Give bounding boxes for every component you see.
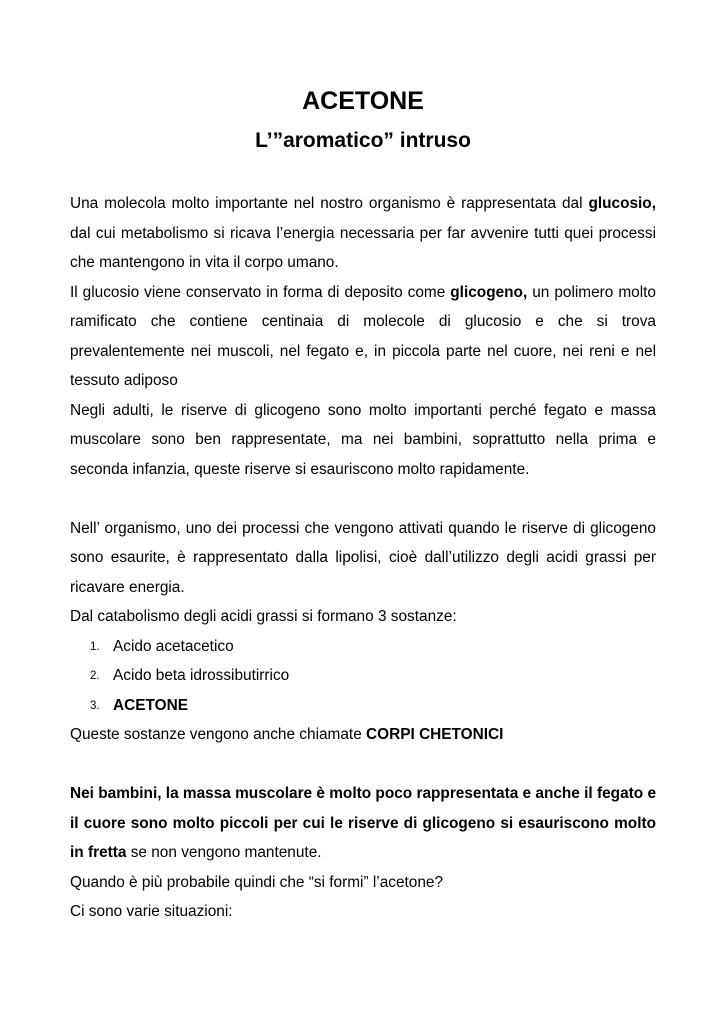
paragraph-text: dal cui metabolismo si ricava l’energia necessaria per far avvenire tutti quei processi che mantengono in vita il corpo umano.: [70, 224, 656, 271]
paragraph-glucosio: [70, 189, 656, 278]
bold-sentence: Nei bambini, la massa muscolare è molto poco rappresentata e anche il fegato e il cuore sono molto piccoli per cui le riserve di glicogeno si esauriscono molto in fretta: [70, 785, 656, 861]
paragraph-corpi-chetonici: [70, 720, 656, 750]
paragraph-adulti: Negli adulti, le riserve di glicogeno sono molto importanti perché fegato e massa muscolare sono ben rappresentate, ma nei bambini, soprattutto nella prima e seconda infanzia, queste riserve si esauriscono molto rapidamente.: [70, 401, 656, 478]
document-body: [70, 189, 656, 927]
bold-term-glicogeno: glicogeno,: [450, 283, 528, 301]
bold-term-corpi-chetonici: CORPI CHETONICI: [366, 726, 504, 743]
blank-line: [70, 750, 656, 780]
paragraph-question: Quando è più probabile quindi che “si formi” l’acetone?: [70, 873, 444, 891]
paragraph-glicogeno: [70, 278, 656, 396]
list-item-text: Acido beta idrossibutirrico: [113, 667, 290, 684]
blank-line: [70, 484, 656, 514]
list-number: 3.: [90, 699, 100, 712]
paragraph-text: Queste sostanze vengono anche chiamate: [70, 726, 367, 743]
bold-term-glucosio: glucosio,: [588, 195, 656, 212]
substances-list: [70, 632, 656, 721]
paragraph-catabolismo: Dal catabolismo degli acidi grassi si formano 3 sostanze:: [70, 608, 457, 625]
list-item-text: ACETONE: [113, 696, 188, 714]
list-item: [70, 661, 656, 691]
document-page: [70, 84, 656, 927]
list-item-text: Acido acetacetico: [113, 637, 234, 655]
paragraph-text: se non vengono mantenute.: [126, 844, 322, 861]
paragraph-bambini: [70, 779, 656, 868]
list-number: 2.: [90, 670, 100, 682]
list-item: [70, 632, 656, 662]
page-title: ACETONE: [302, 87, 424, 115]
paragraph-text: Una molecola molto importante nel nostro organismo è rappresentata dal: [70, 195, 589, 212]
paragraph-text: Il glucosio viene conservato in forma di deposito come: [70, 283, 451, 301]
list-number: 1.: [90, 640, 100, 653]
list-item: [70, 691, 656, 721]
paragraph-situazioni: Ci sono varie situazioni:: [70, 903, 233, 920]
paragraph-lipolisi: Nell’ organismo, uno dei processi che vengono attivati quando le riserve di glicogeno sono esaurite, è rappresentato dalla lipolisi, cioè dall’utilizzo degli acidi grassi per ricavare energia.: [70, 519, 656, 596]
paragraph-text: un polimero molto ramificato che contiene centinaia di molecole di glucosio e che si trova prevalentemente nei muscoli, nel fegato e, in piccola parte nel cuore, nei reni e nel tessuto adiposo: [70, 283, 656, 389]
page-subtitle: L’”aromatico” intruso: [255, 129, 471, 152]
